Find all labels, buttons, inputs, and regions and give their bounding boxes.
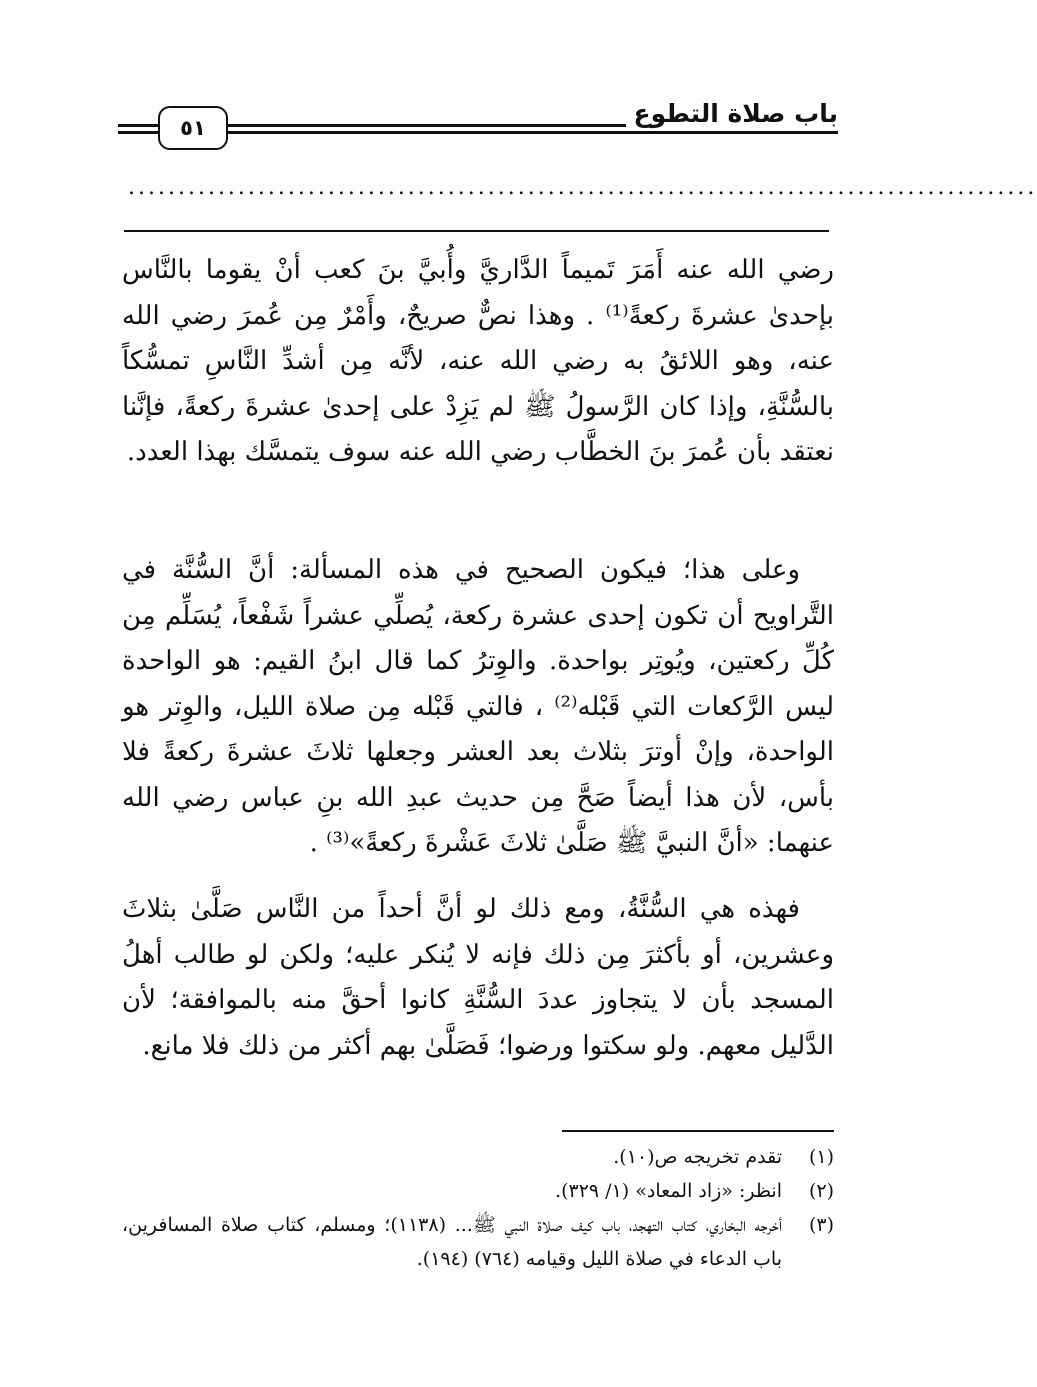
footnote-2 [122,1174,834,1208]
footnotes [122,1140,834,1276]
footnote-rule [562,1130,834,1132]
footnote-marker: (١) [808,1146,834,1168]
header-rule-right-bottom [226,131,838,134]
footnote-text: تقدم تخريجه ص(١٠). [613,1146,782,1168]
paragraph-2 [122,548,834,867]
paragraph-3 [122,887,834,1069]
header-rule-left-top [118,124,160,127]
paragraph-text: رضي الله عنه أَمَرَ تَميماً الدَّاريَّ وأُبيَّ بنَ كعب أنْ يقوما بالنَّاس بإحدىٰ عشرةَ ركعةً⁽¹⁾ . وهذا نصٌّ صريحٌ، وأَمْرٌ مِن عُمرَ رضي الله عنه، وهو اللائقُ به رضي الله عنه، لأنَّه مِن أشدِّ النَّاسِ تمسُّكاً بالسُّنَّةِ، وإذا كان الرَّسولُ ﷺ لم يَزِدْ على إحدىٰ عشرةَ ركعةً، فإنَّنا نعتقد بأن عُمرَ بنَ الخطَّاب رضي الله عنه سوف يتمسَّك بهذا العدد. [122,255,834,467]
footnote-3 [122,1208,834,1276]
chapter-title: باب صلاة التطوع [626,98,838,130]
footnote-text: أخرجه البخاري، كتاب التهجد، باب كيف صلاة النبي ﷺ... (١١٣٨)؛ ومسلم، كتاب صلاة المسافرين، باب الدعاء في صلاة الليل وقيامه (٧٦٤) (١٩٤). [122,1214,782,1270]
dotted-separator: ........................................................................................... [128,175,1037,200]
paragraph-1 [122,248,834,476]
footnote-marker: (٣) [808,1214,834,1236]
page-number: ٥١ [158,106,228,150]
footnote-text: انظر: «زاد المعاد» (١/ ٣٢٩). [555,1180,782,1202]
paragraph-text: فهذه هي السُّنَّةُ، ومع ذلك لو أنَّ أحداً من النَّاس صَلَّىٰ بثلاثَ وعشرين، أو بأكثرَ مِن ذلك فإنه لا يُنكر عليه؛ ولكن لو طالب أهلُ المسجد بأن لا يتجاوز عددَ السُّنَّةِ كانوا أحقَّ منه بالموافقة؛ لأن الدَّليل معهم. ولو سكتوا ورضوا؛ فَصَلَّىٰ بهم أكثر من ذلك فلا مانع. [122,894,834,1061]
running-header [118,98,838,154]
text-top-rule [124,230,829,232]
footnote-1 [122,1140,834,1174]
paragraph-text: وعلى هذا؛ فيكون الصحيح في هذه المسألة: أنَّ السُّنَّة في التَّراويح أن تكون إحدى عشرة ركعة، يُصلِّي عشراً شَفْعاً، يُسَلِّم مِن كُلِّ ركعتين، ويُوتِر بواحدة. والوِترُ كما قال ابنُ القيم: هو الواحدة ليس الرَّكعات التي قَبْله⁽²⁾ ، فالتي قَبْله مِن صلاة الليل، والوِتر هو الواحدة، وإنْ أوترَ بثلاث بعد العشر وجعلها ثلاثَ عشرةَ ركعةً فلا بأس، لأن هذا أيضاً صَحَّ مِن حديث عبدِ الله بنِ عباس رضي الله عنهما: «أنَّ النبيَّ ﷺ صَلَّىٰ ثلاثَ عَشْرةَ ركعةً»⁽³⁾ . [122,555,835,858]
footnote-marker: (٢) [808,1180,834,1202]
header-rule-left-bottom [118,131,160,134]
